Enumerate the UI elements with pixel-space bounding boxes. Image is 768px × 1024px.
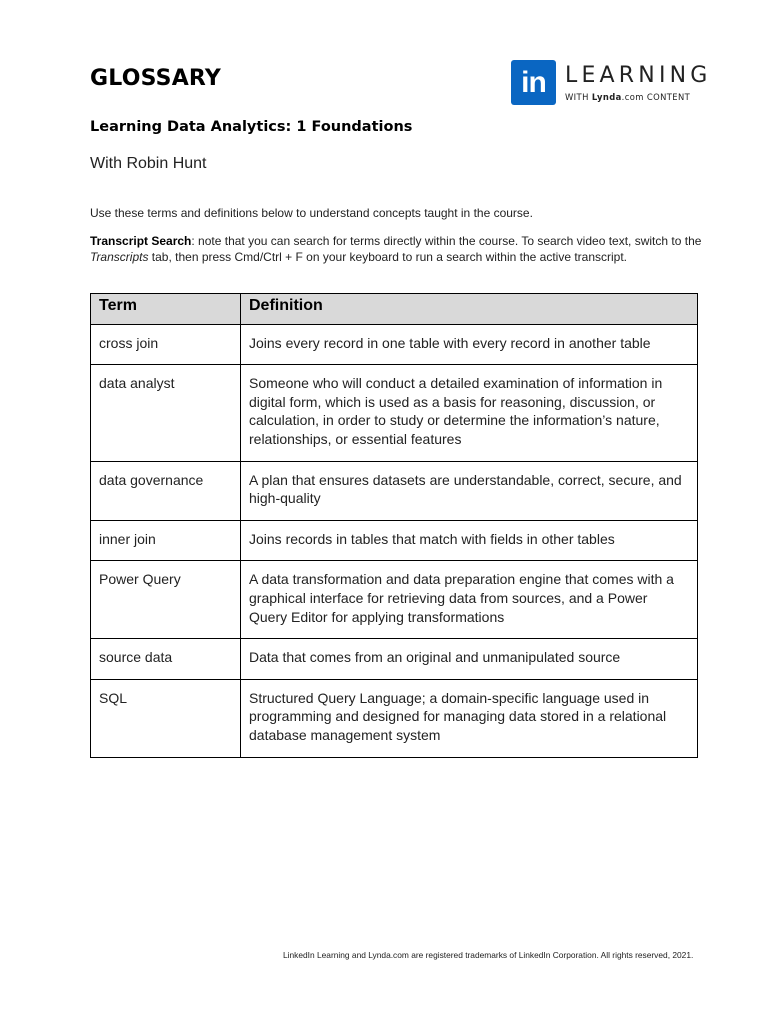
course-author: With Robin Hunt <box>90 155 207 172</box>
linkedin-in-icon: in <box>511 60 556 105</box>
definition-cell: Data that comes from an original and unmanipulated source <box>241 639 698 680</box>
table-row <box>91 461 698 520</box>
table-row <box>91 639 698 680</box>
definition-cell: A plan that ensures datasets are understandable, correct, secure, and high-quality <box>241 461 698 520</box>
definition-cell: Joins records in tables that match with fields in other tables <box>241 520 698 561</box>
course-title: Learning Data Analytics: 1 Foundations <box>90 119 413 135</box>
column-header-term: Term <box>91 294 241 325</box>
note-label: Transcript Search <box>90 234 192 248</box>
intro-text: Use these terms and definitions below to understand concepts taught in the course. <box>90 206 533 220</box>
definition-cell: Someone who will conduct a detailed examination of information in digital form, which is used as a basis for reasoning, discussion, or calculation, in order to study or determine the information’s nature, relationships, or essential features <box>241 365 698 461</box>
definition-cell: A data transformation and data preparation engine that comes with a graphical interface for retrieving data from sources, and a Power Query Editor for applying transformations <box>241 561 698 639</box>
table-row <box>91 561 698 639</box>
term-cell: data analyst <box>91 365 241 461</box>
table-row <box>91 679 698 757</box>
table-row <box>91 520 698 561</box>
term-cell: data governance <box>91 461 241 520</box>
term-cell: cross join <box>91 324 241 365</box>
transcript-search-note: Transcript Search: note that you can search for terms directly within the course. To search video text, switch to the Transcripts tab, then press Cmd/Ctrl + F on your keyboard to run a search within the active transcript. <box>90 234 702 264</box>
table-row <box>91 324 698 365</box>
term-cell: source data <box>91 639 241 680</box>
definition-cell: Structured Query Language; a domain-specific language used in programming and designed for managing data stored in a relational database management system <box>241 679 698 757</box>
term-cell: Power Query <box>91 561 241 639</box>
logo-tagline: WITH Lynda.com CONTENT <box>565 92 691 102</box>
term-cell: inner join <box>91 520 241 561</box>
table-header-row <box>91 294 698 325</box>
glossary-table <box>90 293 698 758</box>
definition-cell: Joins every record in one table with every record in another table <box>241 324 698 365</box>
page-title: GLOSSARY <box>90 66 221 91</box>
table-row <box>91 365 698 461</box>
column-header-definition: Definition <box>241 294 698 325</box>
logo-wordmark: LEARNING <box>565 63 712 88</box>
linkedin-learning-logo <box>511 60 712 106</box>
term-cell: SQL <box>91 679 241 757</box>
copyright-footer: LinkedIn Learning and Lynda.com are registered trademarks of LinkedIn Corporation. All rights reserved, 2021. <box>283 950 694 960</box>
